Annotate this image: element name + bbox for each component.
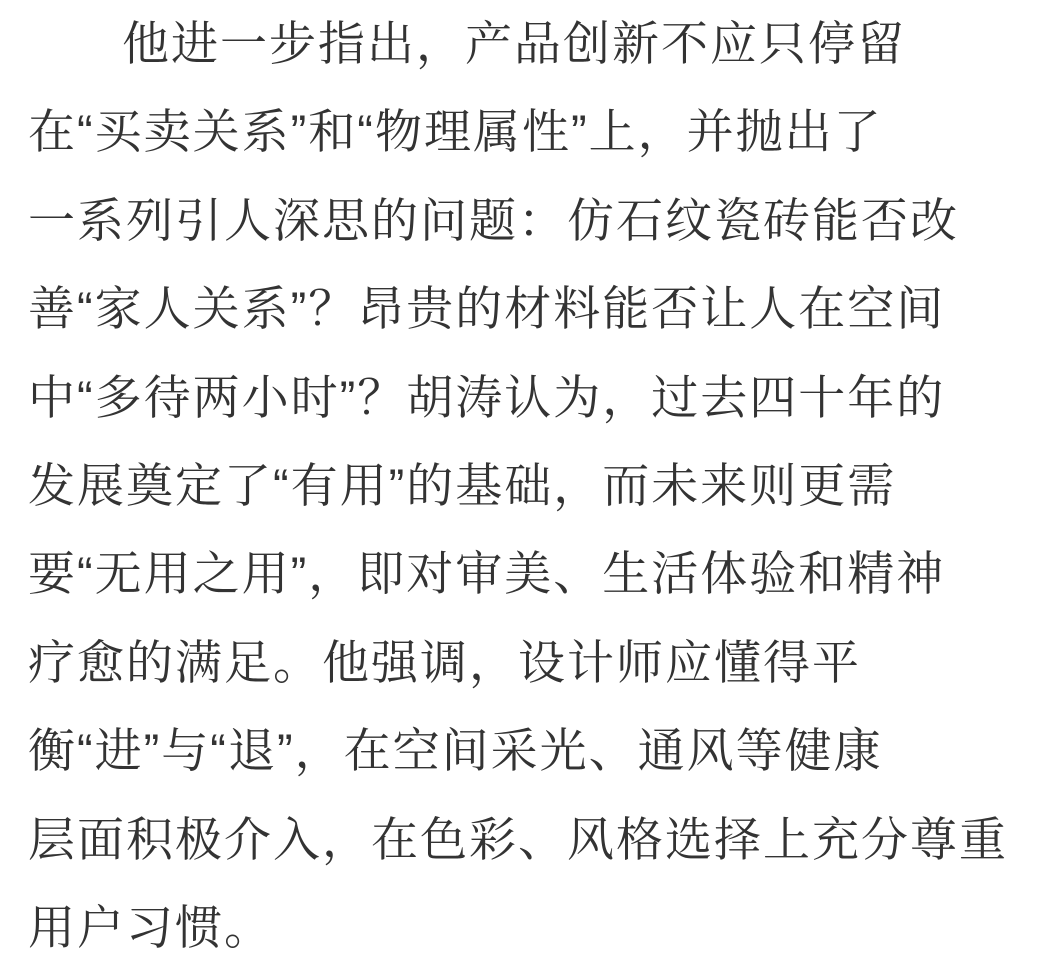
- text-line: 在“买卖关系”和“物理属性”上，并抛出了: [28, 105, 883, 159]
- text-line: 层面积极介入，在色彩、风格选择上充分尊重: [28, 812, 1008, 866]
- text-line: 用户习惯。: [28, 901, 273, 955]
- text-line: 疗愈的满足。他强调，设计师应懂得平: [28, 635, 861, 689]
- text-line: 衡“进”与“退”，在空间采光、通风等健康: [28, 724, 883, 778]
- text-line: 要“无用之用”，即对审美、生活体验和精神: [28, 547, 946, 601]
- text-line: 发展奠定了“有用”的基础，而未来则更需: [28, 459, 897, 513]
- text-line: 善“家人关系”？昂贵的材料能否让人在空间: [28, 282, 946, 336]
- text-line: 一系列引人深思的问题：仿石纹瓷砖能否改: [28, 193, 959, 247]
- text-line: 他进一步指出，产品创新不应只停留: [122, 17, 906, 70]
- text-line: 中“多待两小时”？胡涛认为，过去四十年的: [28, 370, 946, 424]
